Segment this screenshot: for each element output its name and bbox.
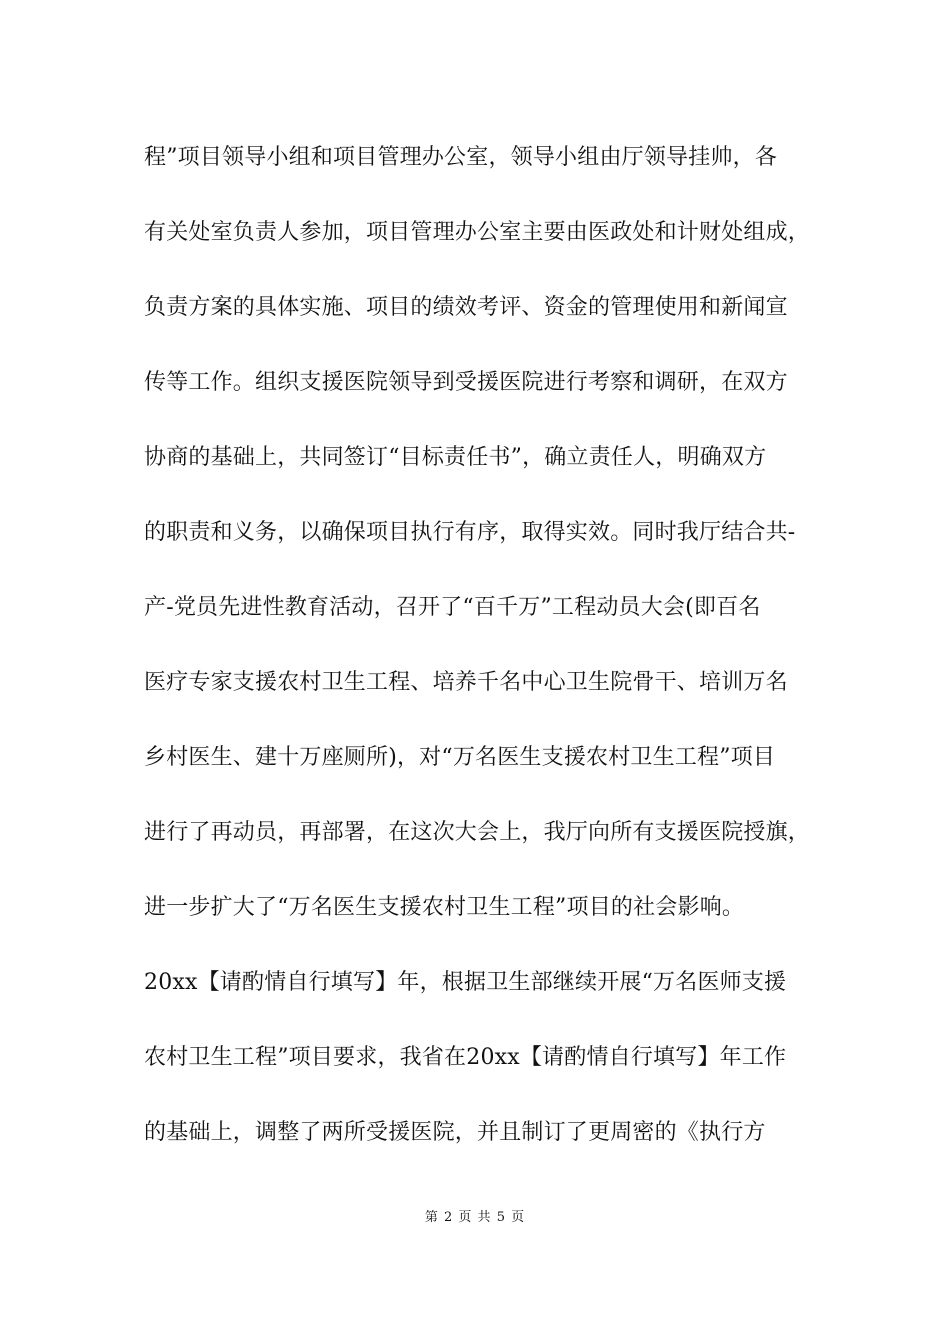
text-line: 传等工作。组织支援医院领导到受援医院进行考察和调研，在双方 xyxy=(144,370,788,395)
text-line: 产-党员先进性教育活动，召开了“百千万”工程动员大会(即百名 xyxy=(144,595,761,620)
text-line: 负责方案的具体实施、项目的绩效考评、资金的管理使用和新闻宣 xyxy=(144,295,788,320)
text-line: 20xx【请酌情自行填写】年，根据卫生部继续开展“万名医师支援 xyxy=(144,970,787,995)
text-line: 农村卫生工程”项目要求，我省在20xx【请酌情自行填写】年工作 xyxy=(144,1045,787,1070)
text-line: 的职责和义务，以确保项目执行有序，取得实效。同时我厅结合共- xyxy=(144,520,796,545)
text-line: 进行了再动员，再部署，在这次大会上，我厅向所有支援医院授旗， xyxy=(144,820,811,845)
text-line: 进一步扩大了“万名医生支援农村卫生工程”项目的社会影响。 xyxy=(144,895,745,920)
text-line: 有关处室负责人参加，项目管理办公室主要由医政处和计财处组成， xyxy=(144,220,811,245)
page-number-footer: 第 2 页 共 5 页 xyxy=(424,1210,526,1225)
text-line: 乡村医生、建十万座厕所)，对“万名医生支援农村卫生工程”项目 xyxy=(144,745,776,770)
text-line: 的基础上，调整了两所受援医院，并且制订了更周密的《执行方 xyxy=(144,1120,766,1145)
text-line: 医疗专家支援农村卫生工程、培养千名中心卫生院骨干、培训万名 xyxy=(144,670,788,695)
text-line: 协商的基础上，共同签订“目标责任书”，确立责任人，明确双方 xyxy=(144,445,767,470)
body-text xyxy=(144,136,834,1186)
text-line: 程”项目领导小组和项目管理办公室，领导小组由厅领导挂帅，各 xyxy=(144,145,778,170)
